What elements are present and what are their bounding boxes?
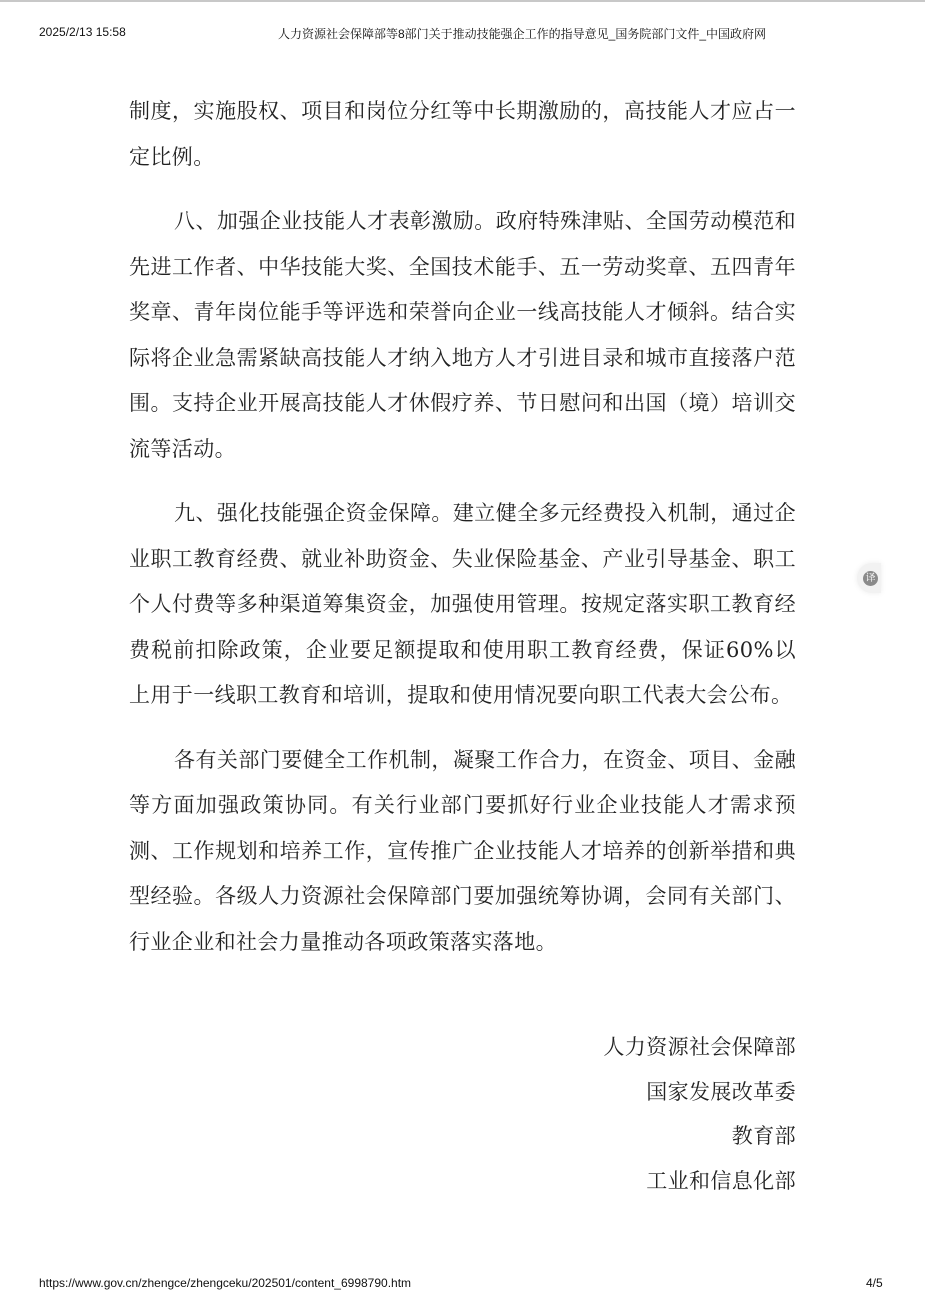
translate-icon: 译 <box>863 571 878 586</box>
signature-moe: 教育部 <box>731 1124 796 1149</box>
page-url: https://www.gov.cn/zhengce/zhengceku/202501/content_6998790.htm <box>39 1276 412 1290</box>
document-body <box>129 89 796 965</box>
paragraph-closing: 各有关部门要健全工作机制，凝聚工作合力，在资金、项目、金融等方面加强政策协同。有关行业部门要抓好行业企业技能人才需求预测、工作规划和培养工作，宣传推广企业技能人才培养的创新举措和典型经验。各级人力资源社会保障部门要加强统筹协调，会同有关部门、行业企业和社会力量推动各项政策落实落地。 <box>129 747 796 954</box>
paragraph-section-8: 八、加强企业技能人才表彰激励。政府特殊津贴、全国劳动模范和先进工作者、中华技能大奖、全国技术能手、五一劳动奖章、五四青年奖章、青年岗位能手等评选和荣誉向企业一线高技能人才倾斜。结合实际将企业急需紧缺高技能人才纳入地方人才引进目录和城市直接落户范围。支持企业开展高技能人才休假疗养、节日慰问和出国（境）培训交流等活动。 <box>129 209 796 461</box>
top-divider <box>0 0 925 2</box>
signature-block <box>603 1025 796 1204</box>
page-number: 4/5 <box>866 1276 883 1290</box>
signature-ndrc: 国家发展改革委 <box>646 1079 796 1104</box>
signature-mohrss: 人力资源社会保障部 <box>603 1035 796 1059</box>
paragraph-continuation: 制度，实施股权、项目和岗位分红等中长期激励的，高技能人才应占一定比例。 <box>129 99 796 169</box>
page-title: 人力资源社会保障部等8部门关于推动技能强企工作的指导意见_国务院部门文件_中国政府网 <box>278 27 767 41</box>
paragraph-section-9: 九、强化技能强企资金保障。建立健全多元经费投入机制，通过企业职工教育经费、就业补助资金、失业保险基金、产业引导基金、职工个人付费等多种渠道筹集资金，加强使用管理。按规定落实职工教育经费税前扣除政策，企业要足额提取和使用职工教育经费，保证60%以上用于一线职工教育和培训，提取和使用情况要向职工代表大会公布。 <box>129 501 796 707</box>
signature-miit: 工业和信息化部 <box>646 1169 796 1194</box>
translate-button[interactable] <box>857 563 881 593</box>
print-datetime: 2025/2/13 15:58 <box>39 25 126 39</box>
